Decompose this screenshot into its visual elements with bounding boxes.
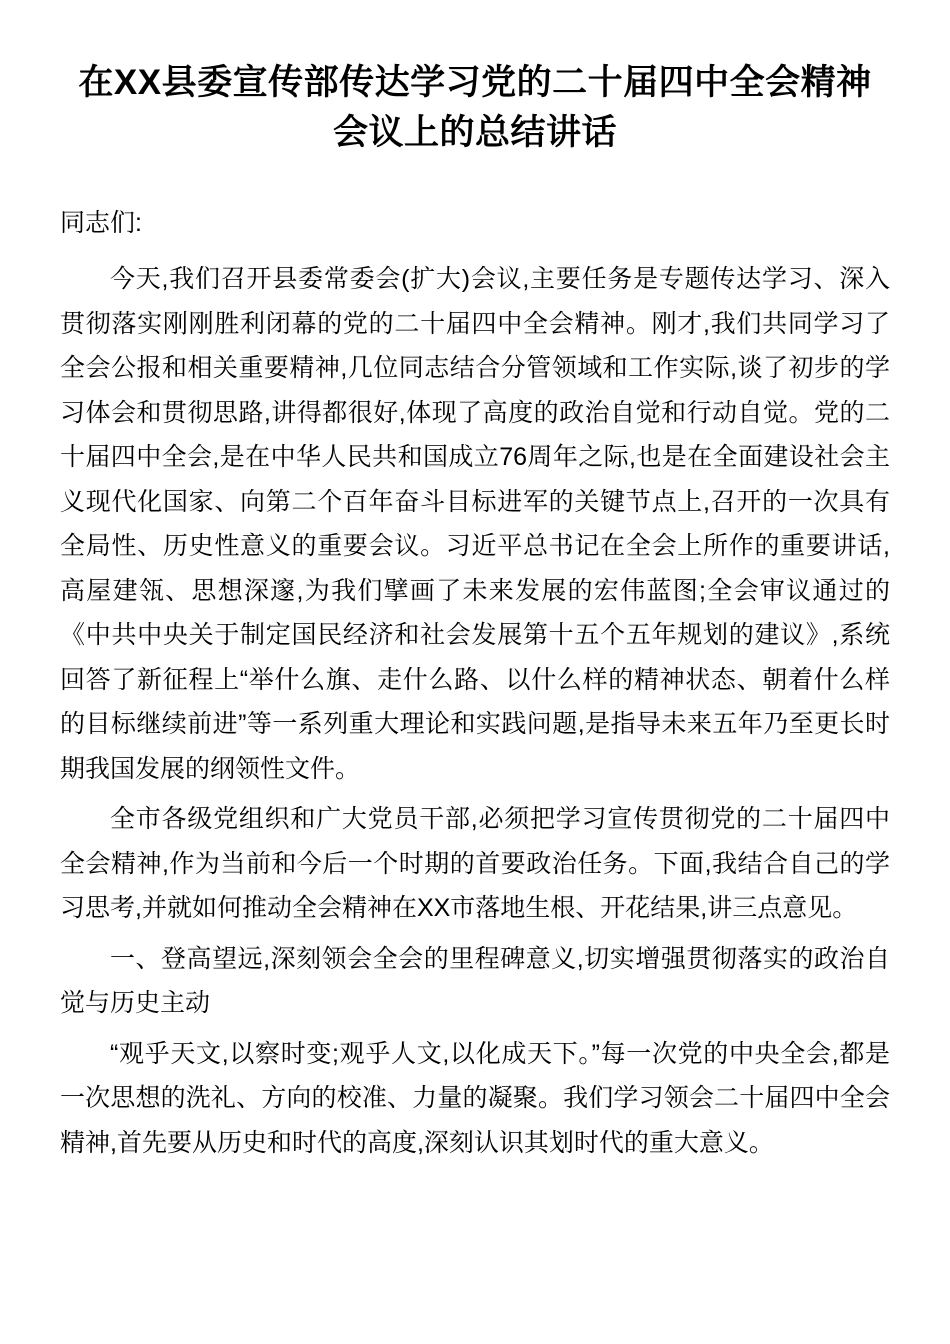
page-title: 在XX县委宣传部传达学习党的二十届四中全会精神会议上的总结讲话 [78, 63, 872, 152]
body-paragraph: “观乎天文,以察时变;观乎人文,以化成天下。”每一次党的中央全会,都是一次思想的洗礼、方向的校准、力量的凝聚。我们学习领会二十届四中全会精神,首先要从历史和时代的高度,深刻认识其划时代的重大意义。 [60, 1039, 890, 1157]
section-heading-one: 一、登高望远,深刻领会全会的里程碑意义,切实增强贯彻落实的政治自觉与历史主动 [60, 944, 890, 1018]
body-paragraph: 今天,我们召开县委常委会(扩大)会议,主要任务是专题传达学习、深入贯彻落实刚刚胜利闭幕的党的二十届四中全会精神。刚才,我们共同学习了全会公报和相关重要精神,几位同志结合分管领域和工作实际,谈了初步的学习体会和贯彻思路,讲得都很好,体现了高度的政治自觉和行动自觉。党的二十届四中全会,是在中华人民共和国成立76周年之际,也是在全面建设社会主义现代化国家、向第二个百年奋斗目标进军的关键节点上,召开的一次具有全局性、历史性意义的重要会议。习近平总书记在全会上所作的重要讲话,高屋建瓴、思想深邃,为我们擘画了未来发展的宏伟蓝图;全会审议通过的《中共中央关于制定国民经济和社会发展第十五个五年规划的建议》,系统回答了新征程上“举什么旗、走什么路、以什么样的精神状态、朝着什么样的目标继续前进”等一系列重大理论和实践问题,是指导未来五年乃至更长时期我国发展的纲领性文件。 [60, 265, 890, 783]
salutation: 同志们: [60, 209, 142, 238]
body-paragraph: 全市各级党组织和广大党员干部,必须把学习宣传贯彻党的二十届四中全会精神,作为当前和今后一个时期的首要政治任务。下面,我结合自己的学习思考,并就如何推动全会精神在XX市落地生根、开花结果,讲三点意见。 [60, 805, 890, 923]
